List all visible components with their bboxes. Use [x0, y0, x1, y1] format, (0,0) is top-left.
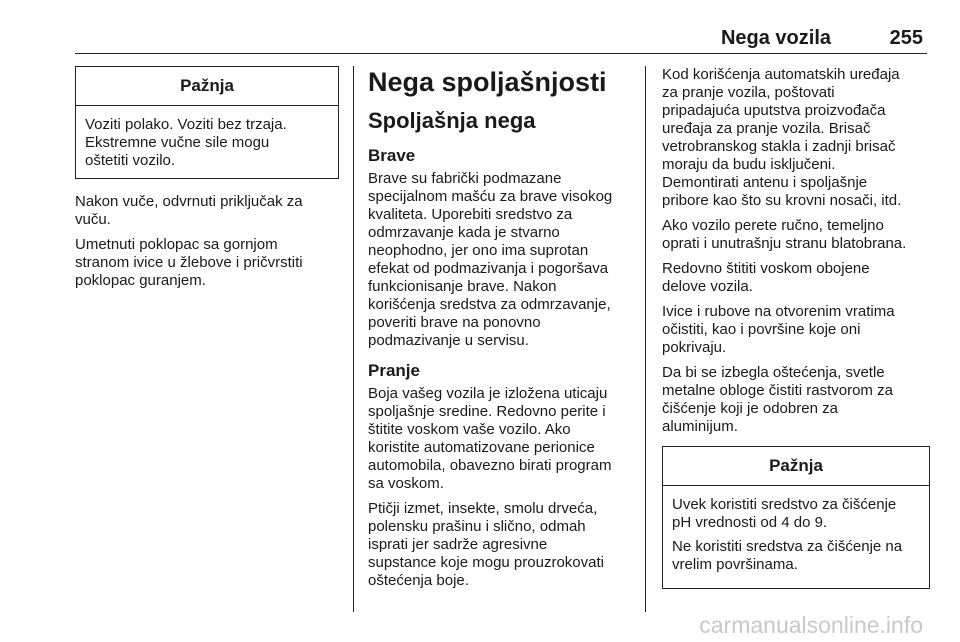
text-line: efekat od podmazivanja i pogoršava	[368, 260, 609, 277]
paragraph	[662, 364, 930, 436]
text-line: korišćenja sredstva za odmrzavanje,	[368, 296, 611, 313]
text-line: polensku prašinu i slično, odmah	[368, 518, 586, 535]
text-line: stranom ivice u žlebove i pričvrstiti	[75, 254, 303, 271]
text-line: Nakon vuče, odvrnuti priključak za	[75, 193, 303, 210]
text-line: koristite automatizovane perionice	[368, 439, 595, 456]
paragraph	[75, 193, 339, 229]
text-line: moraju da budu isključeni.	[662, 156, 836, 173]
paragraph	[368, 500, 636, 590]
paragraph	[672, 538, 920, 574]
text-line: Kod korišćenja automatskih uređaja	[662, 66, 900, 83]
text-line: vetrobranskog stakla i zadnji brisač	[662, 138, 896, 155]
text-line: oštetiti vozilo.	[85, 152, 176, 169]
text-line: Ivice i rubove na otvorenim vratima	[662, 303, 895, 320]
watermark: carmanualsonline.info	[699, 612, 923, 638]
text-line: Voziti polako. Voziti bez trzaja.	[85, 116, 287, 133]
text-line: čišćenje koji je odobren za	[662, 400, 838, 417]
text-line: Ptičji izmet, insekte, smolu drveća,	[368, 500, 598, 517]
caution-title: Pažnja	[663, 447, 929, 486]
column-divider	[353, 66, 354, 612]
paragraph	[662, 217, 930, 253]
caution-title: Pažnja	[76, 67, 338, 106]
subsection-heading: Spoljašnja nega	[368, 108, 536, 133]
paragraph	[662, 260, 930, 296]
text-line: kvaliteta. Uporebiti sredstvo za	[368, 206, 573, 223]
paragraph	[662, 303, 930, 357]
text-line: aluminijum.	[662, 418, 738, 435]
text-line: spoljašnje sredine. Redovno perite i	[368, 403, 606, 420]
section-heading: Nega spoljašnjosti	[368, 67, 607, 97]
text-line: Demontirati antenu i spoljašnje	[662, 174, 868, 191]
text-line: štitite voskom vaše vozilo. Ako	[368, 421, 571, 438]
text-line: Ako vozilo perete ručno, temeljno	[662, 217, 884, 234]
text-line: oprati i unutrašnju stranu blatobrana.	[662, 235, 907, 252]
text-line: poklopac guranjem.	[75, 272, 206, 289]
text-line: funkcionisanje brave. Nakon	[368, 278, 557, 295]
text-line: automobila, obavezno birati program	[368, 457, 612, 474]
caution-body	[76, 106, 338, 178]
caution-box	[662, 446, 930, 589]
paragraph	[672, 496, 920, 532]
text-line: isprati jer sadrže agresivne	[368, 536, 548, 553]
text-line: vuču.	[75, 211, 111, 228]
left-column	[75, 66, 339, 297]
brave-heading: Brave	[368, 146, 416, 165]
text-line: Redovno štititi voskom obojene	[662, 260, 870, 277]
text-line: podmazivanje u servisu.	[368, 332, 529, 349]
chapter-title: Nega vozila	[720, 27, 831, 49]
text-line: poveriti brave na ponovno	[368, 314, 541, 331]
text-line: supstance koje mogu prouzrokovati	[368, 554, 604, 571]
right-column	[662, 66, 930, 589]
paragraph	[368, 170, 636, 350]
text-line: Umetnuti poklopac sa gornjom	[75, 236, 278, 253]
text-line: za pranje vozila, poštovati	[662, 84, 835, 101]
page-header	[75, 27, 927, 54]
text-line: pH vrednosti od 4 do 9.	[672, 514, 828, 531]
text-line: Ne koristiti sredstva za čišćenje na	[672, 538, 903, 555]
paragraph	[75, 236, 339, 290]
text-line: sa voskom.	[368, 475, 444, 492]
middle-column	[368, 66, 636, 597]
page-number: 255	[889, 27, 923, 49]
text-line: specijalnom mašću za brave visokog	[368, 188, 613, 205]
text-line: odmrzavanje kada je stvarno	[368, 224, 560, 241]
paragraph	[368, 385, 636, 493]
text-line: Ekstremne vučne sile mogu	[85, 134, 270, 151]
text-line: delove vozila.	[662, 278, 753, 295]
text-line: uređaja za pranje vozila. Brisač	[662, 120, 871, 137]
text-line: neophodno, jer ono ima suprotan	[368, 242, 589, 259]
text-line: oštećenja boje.	[368, 572, 469, 589]
text-line: pokrivaju.	[662, 339, 727, 356]
text-line: očistiti, kao i površine koje oni	[662, 321, 861, 338]
text-line: vrelim površinama.	[672, 556, 798, 573]
caution-body	[663, 486, 929, 588]
paragraph	[662, 66, 930, 210]
text-line: pribore kao što su krovni nosači, itd.	[662, 192, 902, 209]
caution-box	[75, 66, 339, 179]
text-line: Boja vašeg vozila je izložena uticaju	[368, 385, 608, 402]
pranje-heading: Pranje	[368, 361, 420, 380]
column-divider	[645, 66, 646, 612]
text-line: metalne obloge čistiti rastvorom za	[662, 382, 893, 399]
text-line: Da bi se izbegla oštećenja, svetle	[662, 364, 885, 381]
text-line: Brave su fabrički podmazane	[368, 170, 562, 187]
text-line: Uvek koristiti sredstvo za čišćenje	[672, 496, 897, 513]
text-line: pripadajuća uputstva proizvođača	[662, 102, 886, 119]
